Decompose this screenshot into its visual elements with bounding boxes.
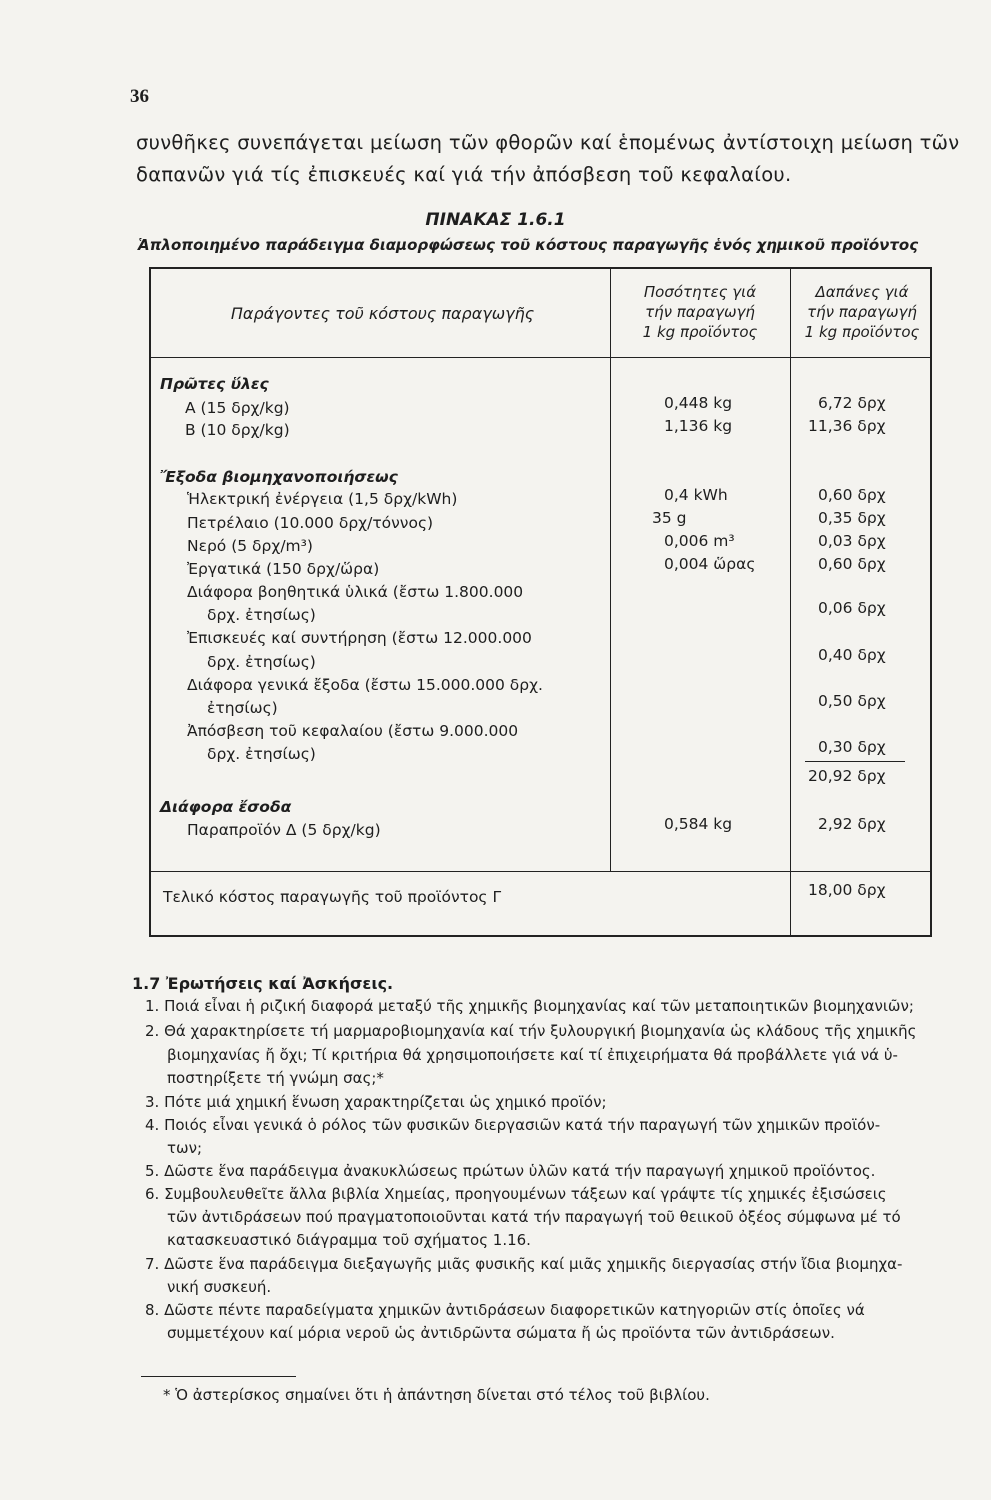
row-label: Πετρέλαιο (10.000 δρχ/τόννος) <box>187 514 434 532</box>
header-quantities: Ποσότητες γιά <box>643 283 757 301</box>
final-cost: 18,00 δρχ <box>808 881 886 899</box>
subtotal-rule <box>805 761 905 762</box>
row-cost: 2,92 δρχ <box>818 815 886 833</box>
row-cost: 0,03 δρχ <box>818 532 886 550</box>
final-row-divider <box>149 871 932 872</box>
row-quantity: 0,4 kWh <box>664 486 728 504</box>
row-label: δρχ. ἐτησίως) <box>207 653 316 671</box>
final-label: Τελικό κόστος παραγωγῆς τοῦ προϊόντος Γ <box>163 888 502 906</box>
question-continuation: νική συσκευή. <box>167 1278 272 1296</box>
category-raw-materials: Πρῶτες ὕλες <box>160 375 269 393</box>
row-quantity: 1,136 kg <box>664 417 733 435</box>
header-costs: τήν παραγωγή <box>807 303 917 321</box>
header-factors: Παράγοντες τοῦ κόστους παραγωγῆς <box>230 304 535 323</box>
question-continuation: τῶν ἀντιδράσεων πού πραγματοποιοῦνται κατά τήν παραγωγή τοῦ θειικοῦ ὀξέος σύμφωνα μέ τό <box>167 1208 901 1226</box>
row-label: Παραπροϊόν Δ (5 δρχ/kg) <box>187 821 381 839</box>
question-continuation: βιομηχανίας ἤ ὄχι; Τί κριτήρια θά χρησιμοποιήσετε καί τί ἐπιχειρήματα θά προβάλλετε γιά νά ὑ- <box>167 1046 898 1064</box>
question-continuation: κατασκευαστικό διάγραμμα τοῦ σχήματος 1.16. <box>167 1231 531 1249</box>
header-quantities: 1 kg προϊόντος <box>642 323 758 341</box>
row-quantity: 0,448 kg <box>664 394 733 412</box>
questions-heading: 1.7 Ἐρωτήσεις καί Ἀσκήσεις. <box>132 974 394 993</box>
subtotal-cost: 20,92 δρχ <box>808 767 886 785</box>
question-item: 1. Ποιά εἶναι ἡ ριζική διαφορά μεταξύ τῆς χημικῆς βιομηχανίας καί τῶν μεταποιητικῶν βιομηχανιῶν; <box>145 997 914 1015</box>
row-label: Α (15 δρχ/kg) <box>185 399 290 417</box>
row-label: Ἐπισκευές καί συντήρηση (ἔστω 12.000.000 <box>187 629 532 647</box>
row-cost: 11,36 δρχ <box>808 417 886 435</box>
row-label: Ἐργατικά (150 δρχ/ὥρα) <box>187 560 380 578</box>
row-cost: 0,06 δρχ <box>818 599 886 617</box>
row-label: Διάφορα βοηθητικά ὑλικά (ἔστω 1.800.000 <box>187 583 524 601</box>
table-subtitle: Ἁπλοποιημένο παράδειγμα διαμορφώσεως τοῦ κόστους παραγωγῆς ἑνός χημικοῦ προϊόντος <box>138 236 919 254</box>
row-label: δρχ. ἐτησίως) <box>207 606 316 624</box>
intro-line: δαπανῶν γιά τίς ἐπισκευές καί γιά τήν ἀπόσβεση τοῦ κεφαλαίου. <box>136 163 792 186</box>
question-continuation: των; <box>167 1139 203 1157</box>
row-label: ἐτησίως) <box>207 699 278 717</box>
row-quantity: 0,006 m³ <box>664 532 735 550</box>
row-quantity: 0,584 kg <box>664 815 733 833</box>
row-cost: 0,30 δρχ <box>818 738 886 756</box>
question-item: 3. Πότε μιά χημική ἕνωση χαρακτηρίζεται ὡς χημικό προϊόν; <box>145 1093 607 1111</box>
row-label: Ἀπόσβεση τοῦ κεφαλαίου (ἔστω 9.000.000 <box>187 722 519 740</box>
row-cost: 0,60 δρχ <box>818 555 886 573</box>
row-label: Νερό (5 δρχ/m³) <box>187 537 313 555</box>
row-cost: 0,35 δρχ <box>818 509 886 527</box>
row-cost: 0,50 δρχ <box>818 692 886 710</box>
row-label: δρχ. ἐτησίως) <box>207 745 316 763</box>
table-title: ΠΙΝΑΚΑΣ 1.6.1 <box>425 210 566 230</box>
row-quantity: 0,004 ὥρας <box>664 555 756 573</box>
question-item: 8. Δῶστε πέντε παραδείγματα χημικῶν ἀντιδράσεων διαφορετικῶν κατηγοριῶν στίς ὁποῖες νά <box>145 1301 865 1319</box>
row-label: Β (10 δρχ/kg) <box>185 421 290 439</box>
header-divider <box>149 357 932 358</box>
question-continuation: συμμετέχουν καί μόρια νεροῦ ὡς ἀντιδρῶντα σώματα ἤ ὡς προϊόντα τῶν ἀντιδράσεων. <box>167 1324 835 1342</box>
row-quantity: 35 g <box>652 509 687 527</box>
question-item: 4. Ποιός εἶναι γενικά ὁ ρόλος τῶν φυσικῶν διεργασιῶν κατά τήν παραγωγή τῶν χημικῶν προϊόν- <box>145 1116 881 1134</box>
header-quantities: τήν παραγωγή <box>645 303 755 321</box>
category-other-income: Διάφορα ἔσοδα <box>160 798 292 816</box>
row-cost: 6,72 δρχ <box>818 394 886 412</box>
intro-line: συνθῆκες συνεπάγεται μείωση τῶν φθορῶν καί ἑπομένως ἀντίστοιχη μείωση τῶν <box>136 131 960 154</box>
question-item: 6. Συμβουλευθεῖτε ἄλλα βιβλία Χημείας, προηγουμένων τάξεων καί γράψτε τίς χημικές ἐξισώσεις <box>145 1185 887 1203</box>
row-label: Διάφορα γενικά ἔξοδα (ἔστω 15.000.000 δρχ. <box>187 676 543 694</box>
footnote: * Ὁ ἀστερίσκος σημαίνει ὅτι ἡ ἀπάντηση δίνεται στό τέλος τοῦ βιβλίου. <box>163 1386 710 1404</box>
row-cost: 0,40 δρχ <box>818 646 886 664</box>
question-item: 2. Θά χαρακτηρίσετε τή μαρμαροβιομηχανία καί τήν ξυλουργική βιομηχανία ὡς κλάδους τῆς χημικῆς <box>145 1022 917 1040</box>
page-number: 36 <box>130 86 149 107</box>
question-item: 5. Δῶστε ἕνα παράδειγμα ἀνακυκλώσεως πρώτων ὑλῶν κατά τήν παραγωγή χημικοῦ προϊόντος. <box>145 1162 876 1180</box>
row-cost: 0,60 δρχ <box>818 486 886 504</box>
footnote-rule <box>141 1376 296 1377</box>
header-costs: Δαπάνες γιά <box>815 283 909 301</box>
row-label: Ἡλεκτρική ἐνέργεια (1,5 δρχ/kWh) <box>187 490 458 508</box>
column-divider <box>790 267 791 937</box>
question-continuation: ποστηρίξετε τή γνώμη σας;* <box>167 1069 384 1087</box>
header-costs: 1 kg προϊόντος <box>804 323 920 341</box>
category-industrial-expenses: Ἔξοδα βιομηχανοποιήσεως <box>160 468 398 486</box>
question-item: 7. Δῶστε ἕνα παράδειγμα διεξαγωγῆς μιᾶς φυσικῆς καί μιᾶς χημικῆς διεργασίας στήν ἴδια βιομηχα- <box>145 1255 903 1273</box>
